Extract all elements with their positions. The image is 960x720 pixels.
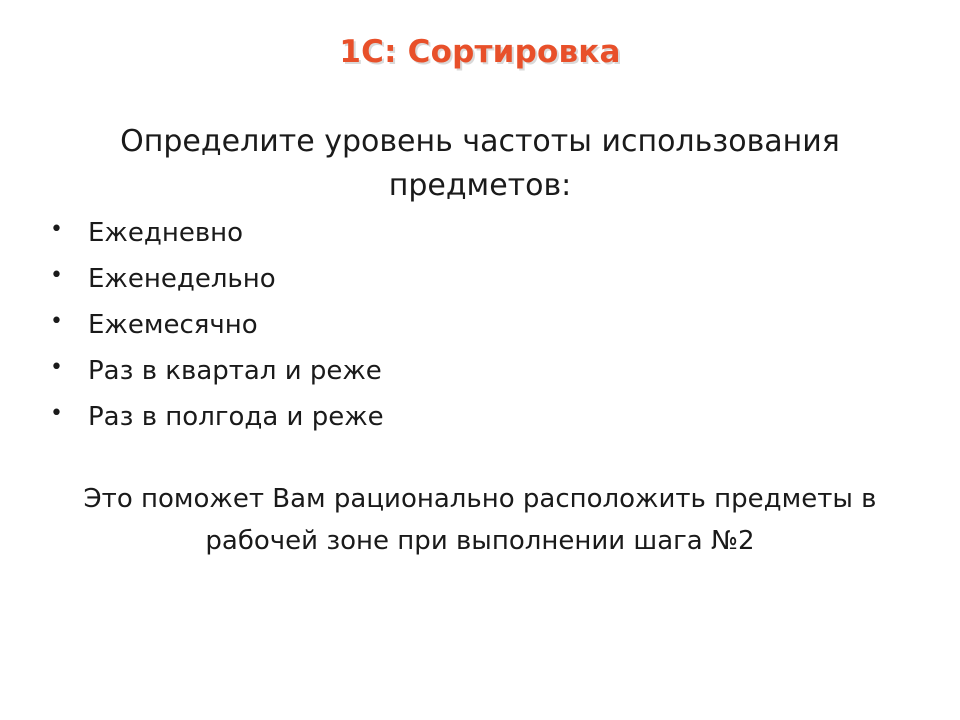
list-item <box>50 210 850 256</box>
frequency-list <box>50 210 850 440</box>
bullet-icon: • <box>50 217 63 242</box>
list-item <box>50 348 850 394</box>
list-item <box>50 256 850 302</box>
intro-line-1: Определите уровень частоты использования <box>120 124 840 159</box>
slide-title: 1С: Сортировка <box>339 34 621 70</box>
list-item-label: Еженедельно <box>88 264 276 294</box>
list-item <box>50 302 850 348</box>
bullet-icon: • <box>50 309 63 334</box>
note-text <box>40 478 920 562</box>
bullet-icon: • <box>50 401 63 426</box>
list-item-label: Раз в квартал и реже <box>88 356 382 386</box>
intro-line-2: предметов: <box>388 168 572 203</box>
intro-text <box>60 120 900 208</box>
bullet-icon: • <box>50 355 63 380</box>
list-item-label: Ежемесячно <box>88 310 258 340</box>
list-item-label: Раз в полгода и реже <box>88 402 384 432</box>
note-line-1: Это поможет Вам рационально расположить предметы в <box>83 484 877 514</box>
note-line-2: рабочей зоне при выполнении шага №2 <box>205 526 755 556</box>
list-item <box>50 394 850 440</box>
bullet-icon: • <box>50 263 63 288</box>
list-item-label: Ежедневно <box>88 218 244 248</box>
